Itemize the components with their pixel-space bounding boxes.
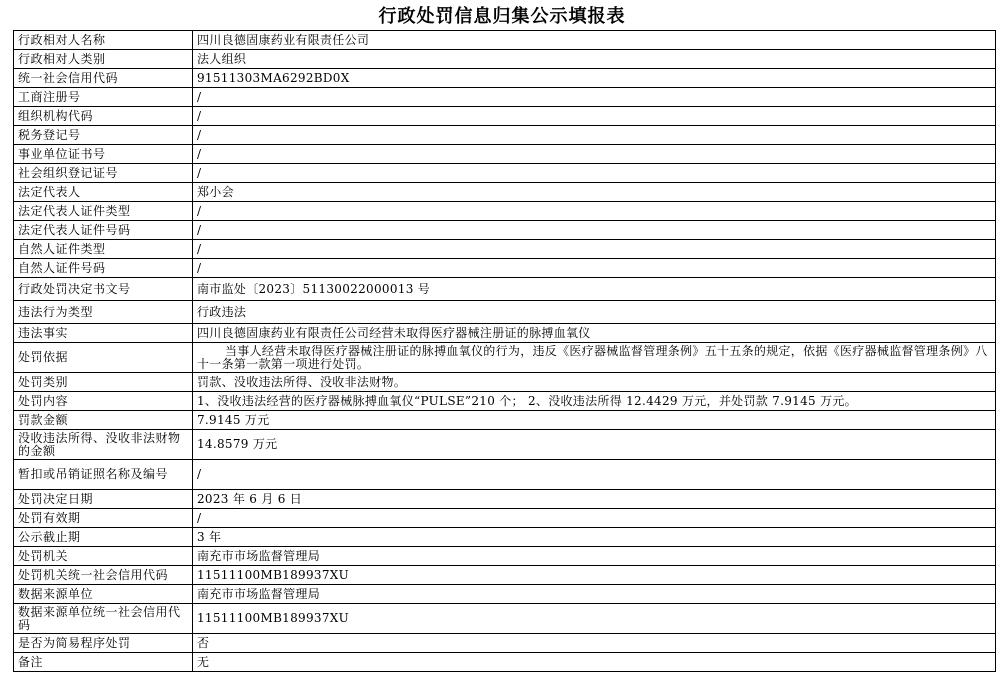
field-value: 当事人经营未取得医疗器械注册证的脉搏血氧仪的行为，违反《医疗器械监督管理条例》五十五条的规定，依据《医疗器械监督管理条例》八十一条第一款第一项进行处罚。 <box>193 343 996 373</box>
field-value: 无 <box>193 653 996 672</box>
table-row <box>14 69 996 88</box>
field-label: 自然人证件号码 <box>14 259 193 278</box>
field-label: 处罚决定日期 <box>14 490 193 509</box>
form-title: 行政处罚信息归集公示填报表 <box>378 6 626 27</box>
field-value: / <box>193 460 996 490</box>
field-label: 处罚机关 <box>14 547 193 566</box>
field-value: 行政违法 <box>193 301 996 324</box>
table-row <box>14 585 996 604</box>
field-value: 南充市市场监督管理局 <box>193 547 996 566</box>
field-label: 违法事实 <box>14 324 193 343</box>
field-label: 没收违法所得、没收非法财物的金额 <box>14 430 193 460</box>
field-value: / <box>193 88 996 107</box>
field-label: 备注 <box>14 653 193 672</box>
field-label: 处罚机关统一社会信用代码 <box>14 566 193 585</box>
field-label: 税务登记号 <box>14 126 193 145</box>
field-value: 3 年 <box>193 528 996 547</box>
field-value: 91511303MA6292BD0X <box>193 69 996 88</box>
field-value: 四川良德固康药业有限责任公司经营未取得医疗器械注册证的脉搏血氧仪 <box>193 324 996 343</box>
field-value: / <box>193 202 996 221</box>
field-label: 组织机构代码 <box>14 107 193 126</box>
field-label: 工商注册号 <box>14 88 193 107</box>
table-row <box>14 343 996 373</box>
table-row <box>14 183 996 202</box>
table-row <box>14 301 996 324</box>
table-row <box>14 107 996 126</box>
field-value: 2023 年 6 月 6 日 <box>193 490 996 509</box>
field-label: 暂扣或吊销证照名称及编号 <box>14 460 193 490</box>
table-row <box>14 240 996 259</box>
field-label: 处罚内容 <box>14 392 193 411</box>
table-row <box>14 373 996 392</box>
table-row <box>14 126 996 145</box>
table-row <box>14 509 996 528</box>
table-row <box>14 202 996 221</box>
table-row <box>14 88 996 107</box>
table-row <box>14 164 996 183</box>
field-value: / <box>193 259 996 278</box>
field-value: 11511100MB189937XU <box>193 566 996 585</box>
table-row <box>14 259 996 278</box>
field-label: 公示截止期 <box>14 528 193 547</box>
field-value: 罚款、没收违法所得、没收非法财物。 <box>193 373 996 392</box>
field-label: 统一社会信用代码 <box>14 69 193 88</box>
field-label: 事业单位证书号 <box>14 145 193 164</box>
field-label: 社会组织登记证号 <box>14 164 193 183</box>
table-row <box>14 460 996 490</box>
table-row <box>14 547 996 566</box>
field-value: 法人组织 <box>193 50 996 69</box>
field-value: / <box>193 145 996 164</box>
field-label: 行政相对人类别 <box>14 50 193 69</box>
field-label: 数据来源单位统一社会信用代码 <box>14 604 193 634</box>
field-value: / <box>193 240 996 259</box>
field-value: / <box>193 164 996 183</box>
field-label: 处罚依据 <box>14 343 193 373</box>
field-value: / <box>193 221 996 240</box>
field-label: 罚款金额 <box>14 411 193 430</box>
table-row <box>14 392 996 411</box>
table-row <box>14 324 996 343</box>
field-value: 否 <box>193 634 996 653</box>
field-label: 法定代表人证件号码 <box>14 221 193 240</box>
table-row <box>14 31 996 50</box>
table-row <box>14 490 996 509</box>
field-label: 法定代表人 <box>14 183 193 202</box>
field-value: 7.9145 万元 <box>193 411 996 430</box>
field-value: 14.8579 万元 <box>193 430 996 460</box>
field-label: 行政处罚决定书文号 <box>14 278 193 301</box>
field-value: 11511100MB189937XU <box>193 604 996 634</box>
table-row <box>14 634 996 653</box>
field-value: 南市监处〔2023〕51130022000013 号 <box>193 278 996 301</box>
field-value: 南充市市场监督管理局 <box>193 585 996 604</box>
penalty-info-table <box>13 30 996 672</box>
table-row <box>14 604 996 634</box>
field-label: 违法行为类型 <box>14 301 193 324</box>
field-value: 1、没收违法经营的医疗器械脉搏血氧仪“PULSE”210 个； 2、没收违法所得 12.4429 万元，并处罚款 7.9145 万元。 <box>193 392 996 411</box>
table-row <box>14 566 996 585</box>
field-label: 处罚有效期 <box>14 509 193 528</box>
table-row <box>14 430 996 460</box>
field-label: 法定代表人证件类型 <box>14 202 193 221</box>
field-label: 是否为简易程序处罚 <box>14 634 193 653</box>
field-label: 数据来源单位 <box>14 585 193 604</box>
table-row <box>14 145 996 164</box>
field-label: 处罚类别 <box>14 373 193 392</box>
field-label: 自然人证件类型 <box>14 240 193 259</box>
field-value: / <box>193 107 996 126</box>
field-value: / <box>193 126 996 145</box>
field-label: 行政相对人名称 <box>14 31 193 50</box>
table-row <box>14 653 996 672</box>
field-value: / <box>193 509 996 528</box>
table-row <box>14 221 996 240</box>
table-row <box>14 528 996 547</box>
table-row <box>14 278 996 301</box>
table-row <box>14 50 996 69</box>
table-row <box>14 411 996 430</box>
field-value: 郑小会 <box>193 183 996 202</box>
field-value: 四川良德固康药业有限责任公司 <box>193 31 996 50</box>
